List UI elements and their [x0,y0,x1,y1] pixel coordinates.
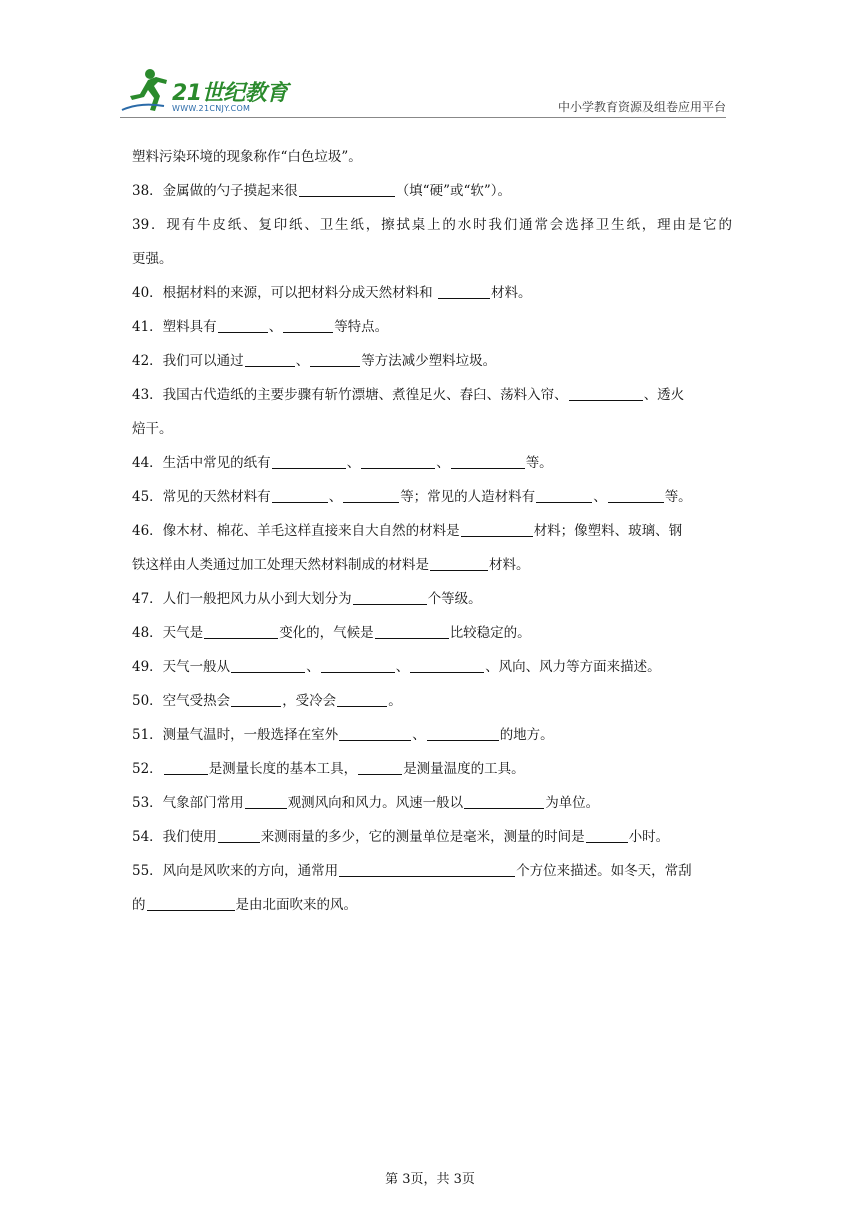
answer-blank [147,894,235,911]
answer-blank [569,384,643,401]
question-51: 51．测量气温时，一般选择在室外 、 的地方。 [132,718,732,752]
answer-blank [427,724,499,741]
text-line: 焙干。 [132,421,173,437]
answer-blank [231,690,281,707]
question-46: 46．像木材、棉花、羊毛这样直接来自大自然的材料是 材料；像塑料、玻璃、钢 [132,514,732,548]
answer-blank [218,316,268,333]
question-42: 42．我们可以通过 、 等方法减少塑料垃圾。 [132,344,732,378]
answer-blank [536,486,592,503]
answer-blank [410,656,484,673]
page-number: 第 3页，共 3页 [385,1172,475,1187]
runner-logo-icon [120,66,170,116]
logo [120,62,320,118]
answer-blank [586,826,628,843]
question-47: 47．人们一般把风力从小到大划分为 个等级。 [132,582,732,616]
question-43: 43．我国古代造纸的主要步骤有斩竹漂塘、煮徨足火、舂臼、荡料入帘、 、透火 [132,378,732,412]
question-50: 50．空气受热会 ，受冷会 。 [132,684,732,718]
answer-blank [310,350,360,367]
answer-blank [464,792,544,809]
question-48: 48．天气是 变化的，气候是 比较稳定的。 [132,616,732,650]
question-38: 38．金属做的勺子摸起来很 （填“硬”或“软”）。 [132,174,732,208]
question-52: 52． 是测量长度的基本工具， 是测量温度的工具。 [132,752,732,786]
answer-blank [358,758,402,775]
answer-blank [218,826,260,843]
answer-blank [321,656,395,673]
question-55: 55．风向是风吹来的方向，通常用 个方位来描述。如冬天，常刮 [132,854,732,888]
answer-blank [343,486,399,503]
text-line: 的 是由北面吹来的风。 [132,888,732,922]
answer-blank [283,316,333,333]
answer-blank [375,622,449,639]
question-39: 39．现有牛皮纸、复印纸、卫生纸，擦拭桌上的水时我们通常会选择卫生纸，理由是它的 [132,217,732,233]
text-line: 铁这样由人类通过加工处理天然材料制成的材料是 材料。 [132,548,732,582]
answer-blank [438,282,490,299]
logo-text: 21世纪教育 [172,81,288,106]
answer-blank [451,452,525,469]
answer-blank [164,758,208,775]
question-list [132,140,732,922]
answer-blank [608,486,664,503]
answer-blank [204,622,278,639]
answer-blank [337,690,387,707]
answer-blank [339,860,515,877]
answer-blank [461,520,533,537]
question-54: 54．我们使用 来测雨量的多少，它的测量单位是毫米，测量的时间是 小时。 [132,820,732,854]
header-divider [120,117,726,118]
answer-blank [361,452,435,469]
question-45: 45．常见的天然材料有 、 等；常见的人造材料有 、 等。 [132,480,732,514]
answer-blank [272,452,346,469]
logo-url: WWW.21CNJY.COM [172,104,251,113]
answer-blank [430,554,488,571]
answer-blank [353,588,427,605]
answer-blank [339,724,411,741]
text-line: 塑料污染环境的现象称作“白色垃圾”。 [132,149,362,165]
answer-blank [245,350,295,367]
question-49: 49．天气一般从 、 、 、风向、风力等方面来描述。 [132,650,732,684]
page-header [120,62,726,118]
answer-blank [272,486,328,503]
answer-blank [245,792,287,809]
question-41: 41．塑料具有 、 等特点。 [132,310,732,344]
platform-label: 中小学教育资源及组卷应用平台 [557,100,726,114]
answer-blank [299,180,395,197]
answer-blank [231,656,305,673]
text-line: 更强。 [132,251,173,267]
question-44: 44．生活中常见的纸有 、 、 等。 [132,446,732,480]
question-40: 40．根据材料的来源，可以把材料分成天然材料和 材料。 [132,276,732,310]
question-53: 53．气象部门常用 观测风向和风力。风速一般以 为单位。 [132,786,732,820]
